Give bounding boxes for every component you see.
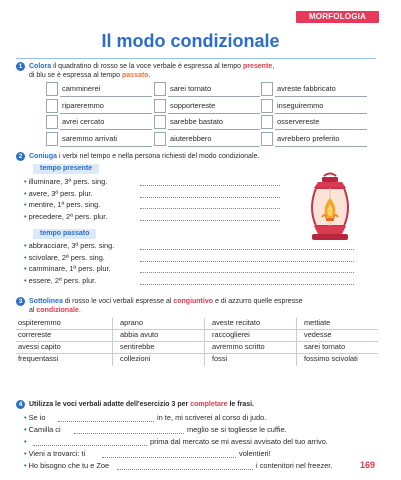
verb-option-label: osservereste — [277, 117, 320, 126]
prompt-label: mentire, 1ª pers. sing. — [28, 200, 101, 209]
answer-line[interactable] — [140, 185, 280, 186]
page-number: 169 — [359, 460, 375, 470]
row-rule — [60, 113, 152, 114]
color-checkbox[interactable] — [46, 99, 58, 113]
instruction-text: di blu se è espressa al tempo — [29, 72, 122, 79]
color-checkbox[interactable] — [261, 132, 273, 146]
instruction-text: di rosso le voci verbali espresse al — [62, 298, 174, 305]
instruction-text: Utilizza le voci verbali adatte dell'esercizio 3 per — [29, 401, 191, 408]
conjugation-prompt — [24, 177, 107, 186]
instruction-text: . — [148, 72, 151, 79]
title-divider — [16, 58, 376, 59]
page-title: Il modo condizionale — [101, 31, 280, 51]
row-rule — [168, 146, 260, 147]
instruction-text: , — [272, 63, 275, 70]
conjugation-prompt — [24, 189, 93, 198]
verb-option-label: sarebbe bastato — [170, 117, 224, 126]
sentence-4-end: volentieri! — [239, 449, 271, 458]
verb-form[interactable]: fossi — [212, 354, 228, 363]
sentence-2: • Camilla ci — [24, 425, 61, 434]
verb-option-label: avrei cercato — [62, 117, 105, 126]
answer-line[interactable] — [140, 197, 280, 198]
exercise-1-instruction — [29, 62, 379, 80]
instruction-text: e di azzurro quelle espresse — [213, 298, 303, 305]
sentence-5: • Ho bisogno che tu e Zoe — [24, 461, 110, 470]
row-rule — [275, 129, 367, 130]
row-rule — [275, 113, 367, 114]
row-rule — [60, 129, 152, 130]
answer-line[interactable] — [140, 272, 354, 273]
verb-form[interactable]: frequentassi — [18, 354, 59, 363]
instruction-text: le frasi. — [227, 401, 255, 408]
verb-form[interactable]: aveste recitato — [212, 318, 261, 327]
prompt-label: avere, 3ª pers. plur. — [28, 188, 93, 198]
row-divider — [16, 329, 378, 330]
conjugation-prompt — [24, 276, 96, 285]
sentence-5-end: i contenitori nel freezer. — [256, 461, 333, 470]
bullet: • — [24, 275, 27, 285]
keyword-completare: completare — [190, 401, 228, 408]
keyword-congiuntivo: congiuntivo — [173, 298, 214, 305]
verb-form[interactable]: avremmo scritto — [212, 342, 265, 351]
section-tag: MORFOLOGIA — [296, 11, 379, 23]
instruction-verb: Colora — [29, 63, 52, 70]
verb-form[interactable]: sarei tornato — [304, 342, 346, 351]
exercise-3-instruction — [29, 297, 379, 315]
verb-form[interactable]: vedesse — [304, 330, 332, 339]
row-rule — [168, 129, 260, 130]
instruction-verb: Sottolinea — [29, 298, 63, 305]
instruction-text: il quadratino di rosso se la voce verbale è espressa al tempo — [51, 63, 243, 70]
sentence-4: • Vieni a trovarci: ti — [24, 449, 86, 458]
row-divider — [16, 353, 378, 354]
bullet: • — [24, 264, 27, 273]
color-checkbox[interactable] — [261, 82, 273, 96]
answer-blank-1[interactable] — [58, 421, 154, 422]
color-checkbox[interactable] — [261, 115, 273, 129]
row-divider — [16, 341, 378, 342]
exercise-1-number: 1 — [16, 62, 25, 71]
instruction-verb: Coniuga — [29, 153, 57, 160]
verb-option-label: saremmo arrivati — [62, 133, 118, 143]
answer-line[interactable] — [140, 261, 354, 262]
row-rule — [275, 96, 367, 97]
sentence-1-end: in te, mi scriverei al corso di judo. — [157, 413, 267, 422]
answer-line[interactable] — [140, 284, 354, 285]
prompt-label: scivolare, 2ª pers. sing. — [28, 252, 105, 262]
column-divider — [204, 318, 205, 366]
color-checkbox[interactable] — [46, 82, 58, 96]
conjugation-prompt — [24, 241, 114, 250]
verb-option-label: avreste fabbricato — [277, 84, 336, 93]
sentence-3-end: prima dal mercato se mi avessi avvisato del tuo arrivo. — [150, 437, 328, 446]
verb-option-label: aiuterebbero — [170, 133, 212, 143]
conjugation-prompt — [24, 264, 111, 273]
keyword-presente: presente — [243, 63, 273, 70]
exercise-2-number: 2 — [16, 152, 25, 161]
color-checkbox[interactable] — [261, 99, 273, 113]
answer-blank-3[interactable] — [33, 445, 147, 446]
instruction-text: i verbi nel tempo e nella persona richiesti del modo condizionale. — [57, 153, 260, 160]
column-divider — [112, 318, 113, 366]
verb-option-label: sarei tornato — [170, 84, 212, 93]
verb-form[interactable]: collezioni — [120, 354, 151, 363]
color-checkbox[interactable] — [154, 115, 166, 129]
bullet: • — [24, 177, 27, 186]
row-rule — [60, 146, 152, 147]
row-rule — [60, 96, 152, 97]
answer-blank-2[interactable] — [74, 433, 184, 434]
lantern-illustration — [302, 172, 358, 246]
sentence-1: • Se io — [24, 413, 46, 422]
exercise-4-instruction — [29, 400, 254, 409]
exercise-3-number: 3 — [16, 297, 25, 306]
verb-form[interactable]: mettiate — [304, 318, 331, 327]
bullet: • — [24, 200, 27, 209]
color-checkbox[interactable] — [154, 82, 166, 96]
bullet: • — [24, 252, 27, 262]
verb-option-label: avrebbero preferito — [277, 133, 340, 143]
verb-option-label: ripareremmo — [62, 100, 104, 110]
keyword-passato: passato — [122, 72, 149, 79]
answer-line[interactable] — [140, 220, 280, 221]
conjugation-prompt — [24, 212, 107, 221]
conjugation-prompt — [24, 253, 105, 262]
prompt-label: essere, 2ª pers. plur. — [28, 275, 97, 285]
verb-option-label: inseguiremmo — [277, 100, 324, 110]
answer-line[interactable] — [140, 208, 280, 209]
conjugation-prompt — [24, 200, 100, 209]
color-checkbox[interactable] — [46, 115, 58, 129]
verb-form[interactable]: correreste — [18, 330, 52, 339]
sentence-3: • — [24, 437, 27, 446]
exercise-2-instruction — [29, 152, 259, 161]
instruction-text: . — [78, 307, 81, 314]
color-checkbox[interactable] — [154, 132, 166, 146]
color-checkbox[interactable] — [46, 132, 58, 146]
row-rule — [168, 113, 260, 114]
prompt-label: illuminare, 3ª pers. sing. — [28, 177, 108, 186]
keyword-condizionale: condizionale — [36, 307, 79, 314]
verb-form[interactable]: avessi capito — [18, 342, 61, 351]
label-tempo-passato: tempo passato — [33, 229, 96, 239]
verb-form[interactable]: aprano — [120, 318, 144, 327]
bullet: • — [24, 211, 27, 221]
color-checkbox[interactable] — [154, 99, 166, 113]
exercise-4-number: 4 — [16, 400, 25, 409]
verb-form[interactable]: ospiteremmo — [18, 318, 61, 327]
answer-blank-5[interactable] — [117, 469, 253, 470]
verb-form[interactable]: fossimo scivolati — [304, 354, 358, 363]
label-tempo-presente: tempo presente — [33, 164, 99, 174]
prompt-label: precedere, 2ª pers. plur. — [28, 211, 108, 221]
verb-form[interactable]: sentirebbe — [120, 342, 155, 351]
column-divider — [296, 318, 297, 366]
prompt-label: abbracciare, 3ª pers. sing. — [28, 241, 115, 250]
answer-blank-4[interactable] — [102, 457, 236, 458]
sentence-2-end: meglio se si togliesse le cuffie. — [187, 425, 287, 434]
verb-form[interactable]: abbia avuto — [120, 330, 159, 339]
prompt-label: camminare, 1ª pers. plur. — [28, 264, 111, 273]
verb-form[interactable]: raccoglierei — [212, 330, 250, 339]
bullet: • — [24, 241, 27, 250]
instruction-text: al — [29, 307, 37, 314]
verb-option-label: camminerei — [62, 84, 101, 93]
bullet: • — [24, 188, 27, 198]
row-rule — [168, 96, 260, 97]
verb-option-label: sopportereste — [170, 100, 216, 110]
answer-line[interactable] — [140, 249, 354, 250]
row-rule — [275, 146, 367, 147]
